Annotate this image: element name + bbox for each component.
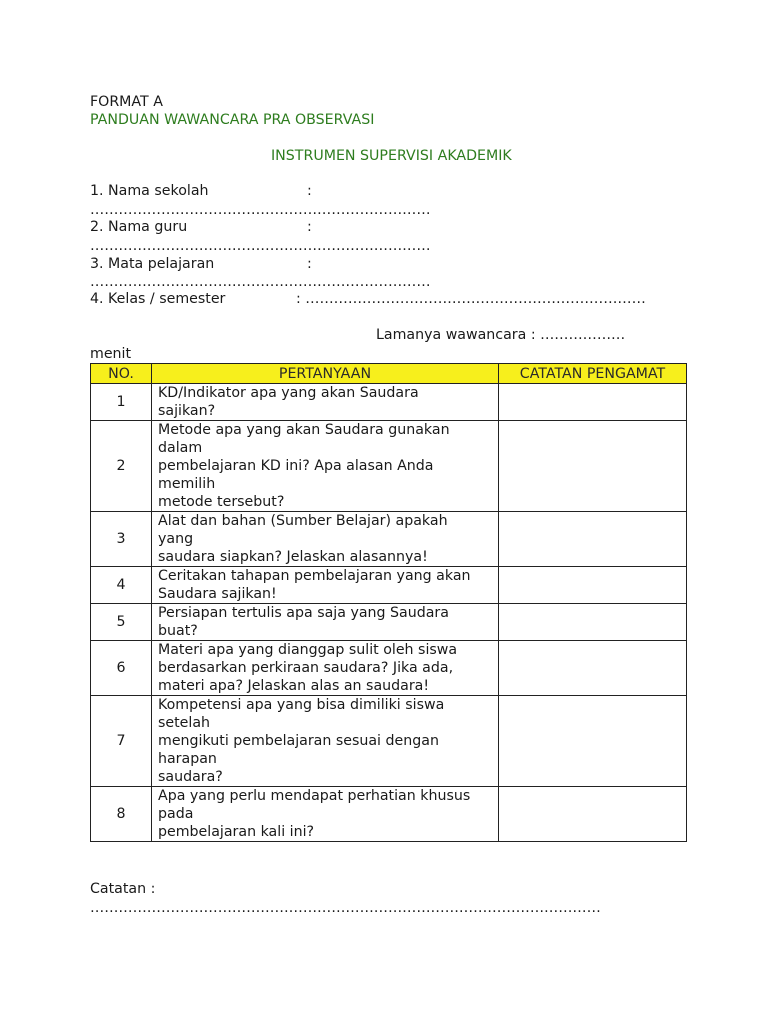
observer-note-cell[interactable] [499,641,687,696]
row-number: 6 [91,641,152,696]
row-number: 7 [91,696,152,787]
observer-note-cell[interactable] [499,787,687,842]
question-line: harapan [158,751,217,767]
question-line: pada [158,806,194,822]
observer-note-cell[interactable] [499,512,687,567]
field-label: 4. Kelas / semester [90,291,226,307]
observer-note-cell[interactable] [499,421,687,512]
table-row [91,567,687,604]
question-line: sajikan? [158,403,216,419]
question-line: berdasarkan perkiraan saudara? Jika ada, [158,660,454,676]
field-dots: ……………………………………………………………… [90,274,431,290]
document-subtitle: PANDUAN WAWANCARA PRA OBSERVASI [90,112,375,128]
observer-note-cell[interactable] [499,604,687,641]
row-number: 1 [91,384,152,421]
table-row [91,641,687,696]
question-line: Metode apa yang akan Saudara gunakan [158,422,450,438]
observer-note-cell[interactable] [499,384,687,421]
question-line: materi apa? Jelaskan alas an saudara! [158,678,430,694]
question-cell [152,604,499,641]
row-number: 4 [91,567,152,604]
question-line: Materi apa yang dianggap sulit oleh siswa [158,642,458,658]
question-line: saudara? [158,769,223,785]
observer-note-cell[interactable] [499,567,687,604]
table-row [91,384,687,421]
field-label: 1. Nama sekolah [90,183,209,199]
question-line: Persiapan tertulis apa saja yang Saudara [158,605,449,621]
field-dots: ……………………………………………………………… [90,202,431,218]
question-line: dalam [158,440,203,456]
row-number: 5 [91,604,152,641]
table-row [91,421,687,512]
question-line: saudara siapkan? Jelaskan alasannya! [158,549,428,565]
question-line: Alat dan bahan (Sumber Belajar) apakah [158,513,448,529]
field-colon: : [307,183,312,199]
question-line: Saudara sajikan! [158,586,277,602]
row-number: 3 [91,512,152,567]
question-line: Kompetensi apa yang bisa dimiliki siswa [158,697,445,713]
table-row [91,696,687,787]
table-row [91,787,687,842]
question-line: Ceritakan tahapan pembelajaran yang akan [158,568,471,584]
header-question: PERTANYAAN [152,364,499,384]
table-row [91,604,687,641]
question-cell [152,696,499,787]
question-cell [152,567,499,604]
row-number: 8 [91,787,152,842]
row-number: 2 [91,421,152,512]
format-label: FORMAT A [90,94,163,110]
document-title: INSTRUMEN SUPERVISI AKADEMIK [271,148,512,164]
question-line: buat? [158,623,198,639]
notes-dots: ……………………………………………………………………………………………… [90,900,601,916]
observer-note-cell[interactable] [499,696,687,787]
question-line: Apa yang perlu mendapat perhatian khusus [158,788,471,804]
question-line: yang [158,531,194,547]
field-colon: : [307,256,312,272]
question-line: setelah [158,715,211,731]
question-cell [152,787,499,842]
question-line: KD/Indikator apa yang akan Saudara [158,385,419,401]
field-dots: ……………………………………………………………… [90,238,431,254]
interview-table [90,363,687,842]
duration-unit: menit [90,346,132,362]
header-observer-notes: CATATAN PENGAMAT [499,364,687,384]
question-line: mengikuti pembelajaran sesuai dengan [158,733,439,749]
question-line: metode tersebut? [158,494,285,510]
field-value: : ……………………………………………………………… [296,291,646,307]
question-cell [152,512,499,567]
question-cell [152,641,499,696]
notes-label: Catatan : [90,881,156,897]
question-cell [152,421,499,512]
question-line: pembelajaran kali ini? [158,824,315,840]
header-no: NO. [91,364,152,384]
field-label: 2. Nama guru [90,219,188,235]
field-label: 3. Mata pelajaran [90,256,215,272]
interview-duration: Lamanya wawancara : ……………… [376,327,626,343]
question-line: pembelajaran KD ini? Apa alasan Anda [158,458,434,474]
table-header-row [91,364,687,384]
table-row [91,512,687,567]
field-colon: : [307,219,312,235]
question-cell [152,384,499,421]
question-line: memilih [158,476,216,492]
